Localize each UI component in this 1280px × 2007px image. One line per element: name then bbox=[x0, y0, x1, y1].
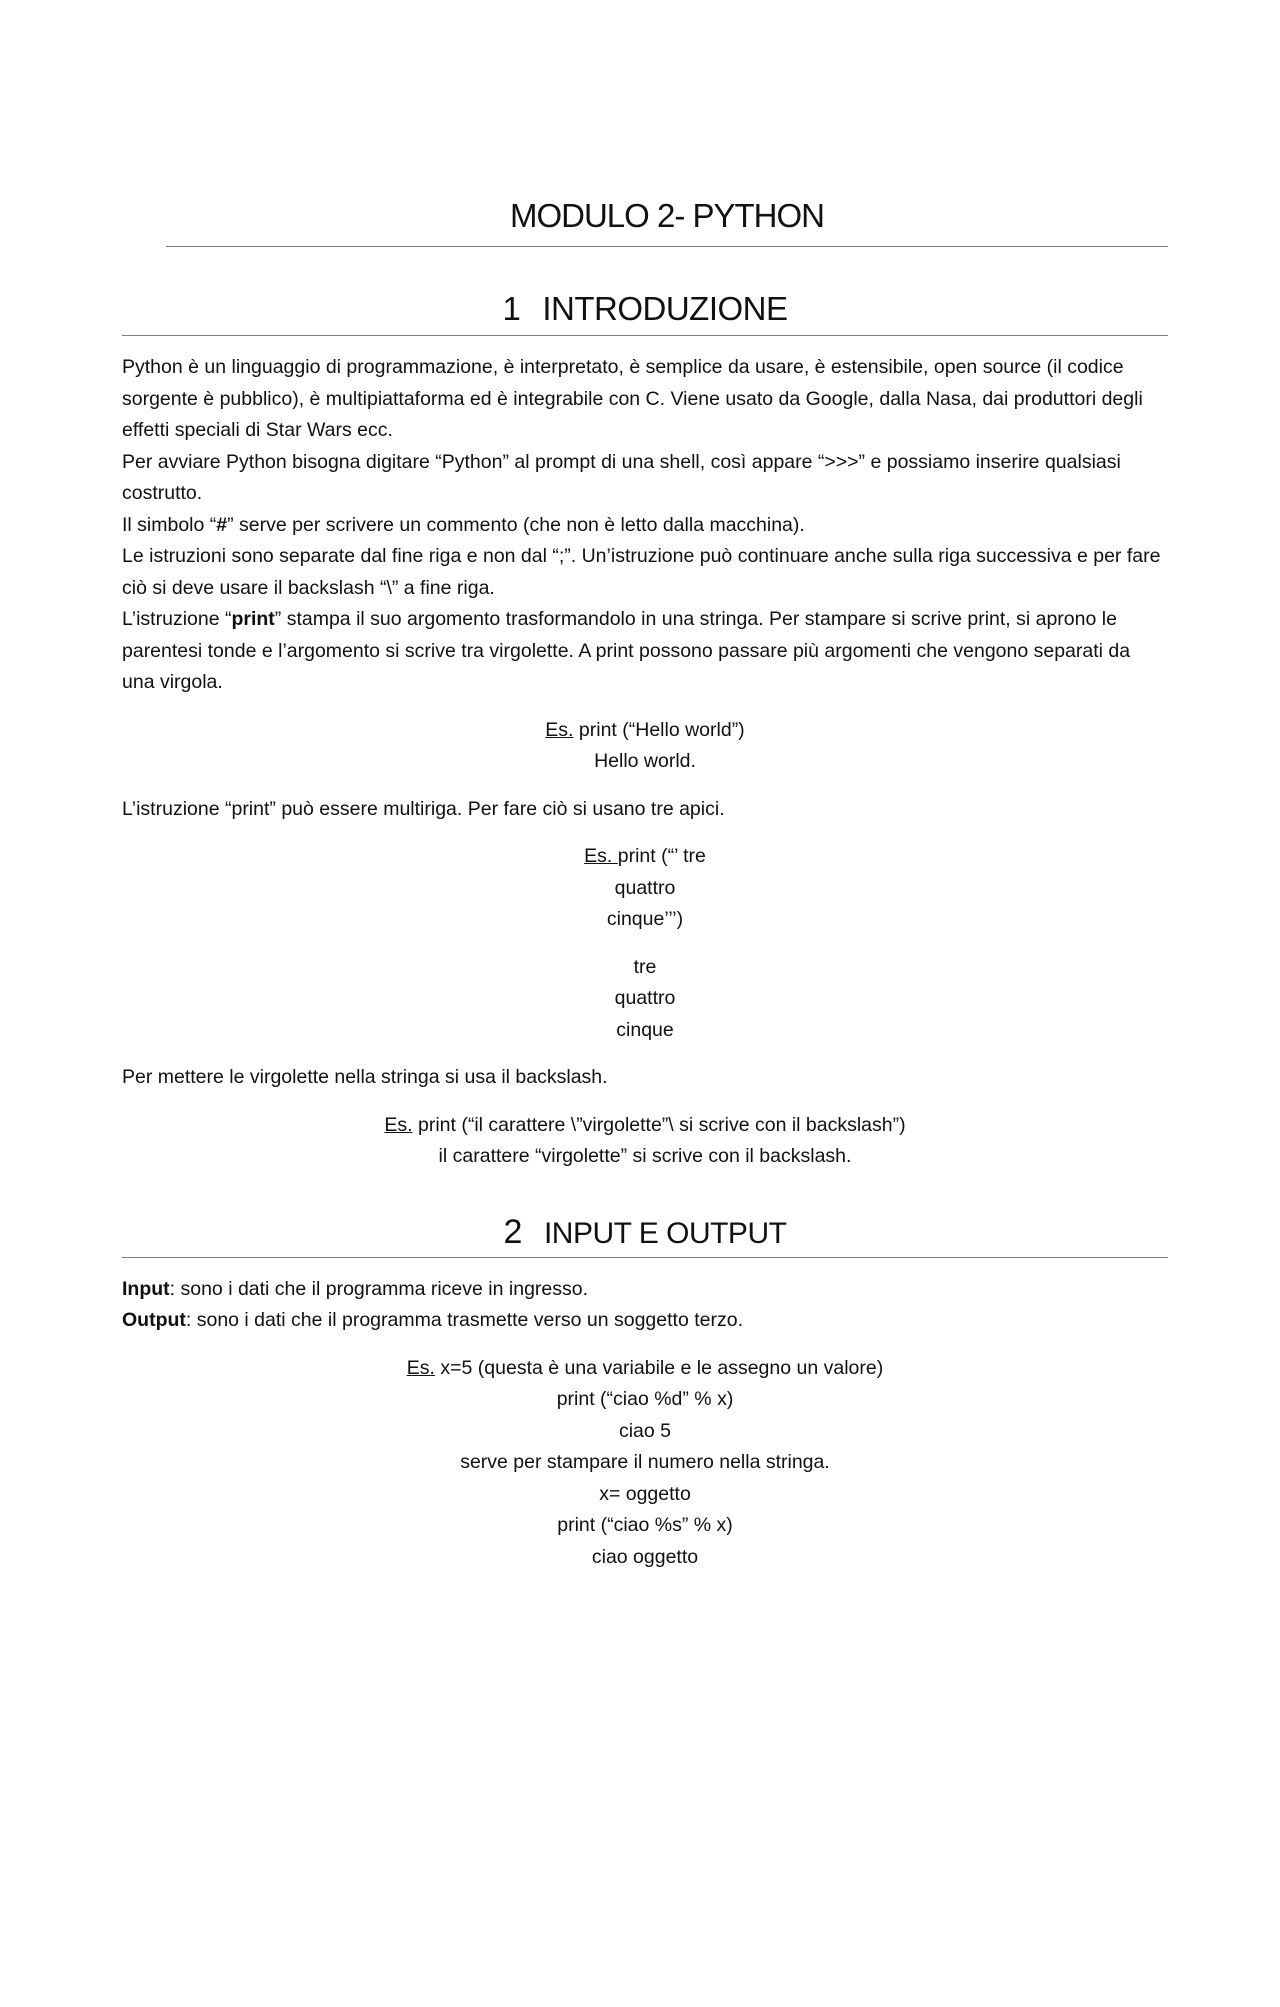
example-output-line: ciao 5 bbox=[618, 1419, 672, 1442]
example-output-line: quattro bbox=[614, 987, 676, 1009]
text-run: L’istruzione “ bbox=[122, 608, 232, 630]
text-run: ” stampa il suo argomento trasformandolo in una stringa. Per stampare si scrive print, si aprono le parentesi tonde e l’argomento si scrive tra virgolette. A print possono passare più argomenti che vengono separati da una virgola. bbox=[122, 608, 1131, 693]
example-output-line: il carattere “virgolette” si scrive con il backslash. bbox=[438, 1145, 852, 1167]
section-heading-input-output bbox=[122, 1213, 1168, 1258]
example-output-line: Hello world. bbox=[594, 750, 696, 772]
example-code-line: cinque’’’) bbox=[606, 908, 684, 930]
code-text: print (“Hello world”) bbox=[573, 718, 745, 741]
paragraph bbox=[122, 1305, 1168, 1337]
example-format-string bbox=[122, 1353, 1168, 1574]
paragraph bbox=[122, 1274, 1168, 1306]
example-multiline-print bbox=[122, 841, 1168, 936]
paragraph: Python è un linguaggio di programmazione, è interpretato, è semplice da usare, è estensibile, open source (il codice sorgente è pubblico), è multipiattaforma ed è integrabile con C. Viene usato da Google, dalla Nasa, dai produttori degli effetti speciali di Star Wars ecc. bbox=[122, 356, 1143, 441]
example-output-line: tre bbox=[633, 955, 657, 978]
example-label: Es. bbox=[584, 845, 618, 867]
example-code-line: quattro bbox=[614, 876, 676, 899]
example-backslash bbox=[122, 1110, 1168, 1173]
code-text: print (“il carattere \”virgolette”\ si scrive con il backslash”) bbox=[412, 1113, 906, 1136]
paragraph bbox=[122, 604, 1168, 699]
code-text: x=5 (questa è una variabile e le assegno un valore) bbox=[434, 1356, 884, 1379]
example-code-line: print (“ciao %s” % x) bbox=[557, 1514, 733, 1536]
example-code-line: x= oggetto bbox=[599, 1482, 691, 1505]
text-run: ” serve per scrivere un commento (che non è letto dalla macchina). bbox=[227, 513, 805, 536]
example-hello-world bbox=[122, 715, 1168, 778]
section-number: 1 bbox=[502, 290, 521, 327]
bold-text: Output bbox=[122, 1309, 186, 1331]
example-label: Es. bbox=[406, 1356, 435, 1379]
intro-paragraphs bbox=[122, 352, 1168, 699]
example-code-line bbox=[122, 715, 1168, 747]
section-heading-introduzione bbox=[122, 289, 1168, 336]
example-note-line: serve per stampare il numero nella stringa. bbox=[460, 1451, 830, 1473]
section-title: INPUT E OUTPUT bbox=[543, 1216, 787, 1250]
text-run: : sono i dati che il programma riceve in ingresso. bbox=[169, 1277, 589, 1300]
paragraph: Per avviare Python bisogna digitare “Python” al prompt di una shell, così appare “>>>” e possiamo inserire qualsiasi costrutto. bbox=[122, 450, 1121, 504]
example-label: Es. bbox=[384, 1113, 413, 1136]
document-page bbox=[0, 196, 1280, 2007]
example-code-line bbox=[122, 1110, 1168, 1142]
example-code-line bbox=[122, 1353, 1168, 1385]
paragraph: Per mettere le virgolette nella stringa si usa il backslash. bbox=[122, 1066, 608, 1088]
bold-text: Input bbox=[122, 1277, 170, 1300]
code-text: print (“’ tre bbox=[617, 845, 706, 867]
paragraph bbox=[122, 510, 1168, 542]
example-code-line bbox=[122, 841, 1168, 873]
paragraph: L’istruzione “print” può essere multiriga. Per fare ciò si usano tre apici. bbox=[122, 797, 725, 820]
example-multiline-output bbox=[122, 952, 1168, 1047]
paragraph: Le istruzioni sono separate dal fine riga e non dal “;”. Un’istruzione può continuare anche sulla riga successiva e per fare ciò si deve usare il backslash “\” a fine riga. bbox=[122, 545, 1161, 599]
text-run: Il simbolo “ bbox=[122, 513, 217, 536]
example-output-line: ciao oggetto bbox=[591, 1545, 699, 1568]
document-title: MODULO 2- PYTHON bbox=[166, 196, 1168, 247]
example-label: Es. bbox=[545, 718, 574, 741]
section-title: INTRODUZIONE bbox=[542, 290, 788, 327]
example-code-line: print (“ciao %d” % x) bbox=[556, 1388, 734, 1410]
bold-text: print bbox=[231, 608, 275, 630]
example-output-line: cinque bbox=[616, 1018, 674, 1041]
section-number: 2 bbox=[503, 1212, 522, 1251]
text-run: : sono i dati che il programma trasmette verso un soggetto terzo. bbox=[185, 1309, 743, 1331]
bold-text: # bbox=[216, 513, 228, 536]
input-output-paragraphs bbox=[122, 1274, 1168, 1337]
